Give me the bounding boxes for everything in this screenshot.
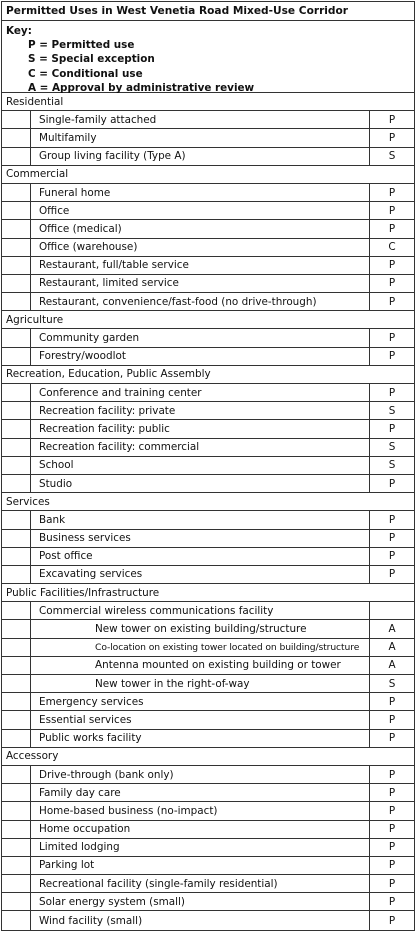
use-label: Recreation facility: private xyxy=(30,402,369,419)
permission-code: P xyxy=(369,821,414,838)
permission-code: A xyxy=(369,639,414,656)
permission-code: S xyxy=(369,439,414,456)
table-row xyxy=(2,802,414,820)
table-row xyxy=(2,911,414,929)
table-row xyxy=(2,275,414,293)
use-label: Drive-through (bank only) xyxy=(30,766,369,783)
table-row xyxy=(2,766,414,784)
table-row xyxy=(2,693,414,711)
use-label: Recreation facility: public xyxy=(30,420,369,437)
table-row xyxy=(2,711,414,729)
use-label: Antenna mounted on existing building or tower xyxy=(30,657,369,674)
table-row xyxy=(2,257,414,275)
table-row xyxy=(2,839,414,857)
table-row xyxy=(2,821,414,839)
table-row xyxy=(2,329,414,347)
table-row xyxy=(2,184,414,202)
table-row xyxy=(2,602,414,620)
use-label: Restaurant, convenience/fast-food (no drive-through) xyxy=(30,293,369,310)
table-row xyxy=(2,293,414,311)
table-row xyxy=(2,111,414,129)
permission-code: P xyxy=(369,784,414,801)
table-body xyxy=(2,93,414,930)
use-label: Conference and training center xyxy=(30,384,369,401)
permission-code: S xyxy=(369,148,414,165)
use-label: Funeral home xyxy=(30,184,369,201)
permission-code: C xyxy=(369,239,414,256)
category-row: Public Facilities/Infrastructure xyxy=(2,584,414,602)
permission-code: S xyxy=(369,457,414,474)
table-row xyxy=(2,129,414,147)
permission-code: P xyxy=(369,730,414,747)
permission-code: A xyxy=(369,657,414,674)
use-label: Single-family attached xyxy=(30,111,369,128)
table-row xyxy=(2,893,414,911)
use-label: Solar energy system (small) xyxy=(30,893,369,910)
permission-code: P xyxy=(369,420,414,437)
category-row: Commercial xyxy=(2,166,414,184)
use-label: Home occupation xyxy=(30,821,369,838)
permission-code: P xyxy=(369,548,414,565)
permission-code: A xyxy=(369,620,414,637)
permission-code: P xyxy=(369,475,414,492)
permission-code: P xyxy=(369,293,414,310)
permission-code: P xyxy=(369,911,414,929)
category-row: Residential xyxy=(2,93,414,111)
table-row xyxy=(2,148,414,166)
permission-code: P xyxy=(369,202,414,219)
table-row xyxy=(2,784,414,802)
table-row xyxy=(2,657,414,675)
permission-code: P xyxy=(369,384,414,401)
table-row xyxy=(2,384,414,402)
table-row xyxy=(2,530,414,548)
table-row xyxy=(2,566,414,584)
key-label: Key: xyxy=(6,25,32,37)
permission-code: P xyxy=(369,129,414,146)
use-label: Recreational facility (single-family residential) xyxy=(30,875,369,892)
permission-code: P xyxy=(369,220,414,237)
permission-code: P xyxy=(369,184,414,201)
permission-code: P xyxy=(369,711,414,728)
key-legend xyxy=(2,21,414,93)
permission-code: P xyxy=(369,893,414,910)
permission-code: S xyxy=(369,675,414,692)
table-row xyxy=(2,220,414,238)
table-row xyxy=(2,511,414,529)
use-label: Family day care xyxy=(30,784,369,801)
use-label: Multifamily xyxy=(30,129,369,146)
permission-code: P xyxy=(369,111,414,128)
permitted-uses-table xyxy=(1,1,415,931)
use-label: Restaurant, limited service xyxy=(30,275,369,292)
key-item: S = Special exception xyxy=(28,53,155,66)
table-row xyxy=(2,439,414,457)
category-row: Accessory xyxy=(2,748,414,766)
category-row: Agriculture xyxy=(2,311,414,329)
permission-code: P xyxy=(369,566,414,583)
permission-code: P xyxy=(369,275,414,292)
use-label: Excavating services xyxy=(30,566,369,583)
key-item: C = Conditional use xyxy=(28,67,143,80)
use-label: Home-based business (no-impact) xyxy=(30,802,369,819)
permission-code: P xyxy=(369,857,414,874)
permission-code: P xyxy=(369,511,414,528)
table-row xyxy=(2,457,414,475)
use-label: Business services xyxy=(30,530,369,547)
key-item: P = Permitted use xyxy=(28,39,135,52)
use-label: Public works facility xyxy=(30,730,369,747)
use-label: Commercial wireless communications facility xyxy=(30,602,369,619)
table-title: Permitted Uses in West Venetia Road Mixed-Use Corridor xyxy=(2,2,414,21)
permission-code: P xyxy=(369,875,414,892)
use-label: Studio xyxy=(30,475,369,492)
use-label: New tower on existing building/structure xyxy=(30,620,369,637)
table-row xyxy=(2,857,414,875)
use-label: Office xyxy=(30,202,369,219)
table-row xyxy=(2,675,414,693)
use-label: School xyxy=(30,457,369,474)
use-label: Community garden xyxy=(30,329,369,346)
use-label: Office (medical) xyxy=(30,220,369,237)
permission-code: P xyxy=(369,693,414,710)
permission-code: P xyxy=(369,348,414,365)
table-row xyxy=(2,202,414,220)
permission-code: S xyxy=(369,402,414,419)
table-row xyxy=(2,348,414,366)
use-label: Co-location on existing tower located on building/structure xyxy=(30,639,369,656)
use-label: New tower in the right-of-way xyxy=(30,675,369,692)
use-label: Wind facility (small) xyxy=(30,911,369,929)
table-row xyxy=(2,239,414,257)
table-row xyxy=(2,620,414,638)
table-row xyxy=(2,639,414,657)
category-row: Services xyxy=(2,493,414,511)
table-row xyxy=(2,402,414,420)
use-label: Restaurant, full/table service xyxy=(30,257,369,274)
use-label: Group living facility (Type A) xyxy=(30,148,369,165)
use-label: Limited lodging xyxy=(30,839,369,856)
category-row: Recreation, Education, Public Assembly xyxy=(2,366,414,384)
permission-code xyxy=(369,602,414,619)
permission-code: P xyxy=(369,530,414,547)
permission-code: P xyxy=(369,329,414,346)
table-row xyxy=(2,875,414,893)
permission-code: P xyxy=(369,839,414,856)
permission-code: P xyxy=(369,257,414,274)
permission-code: P xyxy=(369,766,414,783)
use-label: Recreation facility: commercial xyxy=(30,439,369,456)
use-label: Office (warehouse) xyxy=(30,239,369,256)
table-row xyxy=(2,548,414,566)
permission-code: P xyxy=(369,802,414,819)
key-item: A = Approval by administrative review xyxy=(28,81,255,94)
use-label: Post office xyxy=(30,548,369,565)
use-label: Essential services xyxy=(30,711,369,728)
table-row xyxy=(2,475,414,493)
use-label: Parking lot xyxy=(30,857,369,874)
use-label: Bank xyxy=(30,511,369,528)
table-row xyxy=(2,420,414,438)
use-label: Emergency services xyxy=(30,693,369,710)
use-label: Forestry/woodlot xyxy=(30,348,369,365)
table-row xyxy=(2,730,414,748)
